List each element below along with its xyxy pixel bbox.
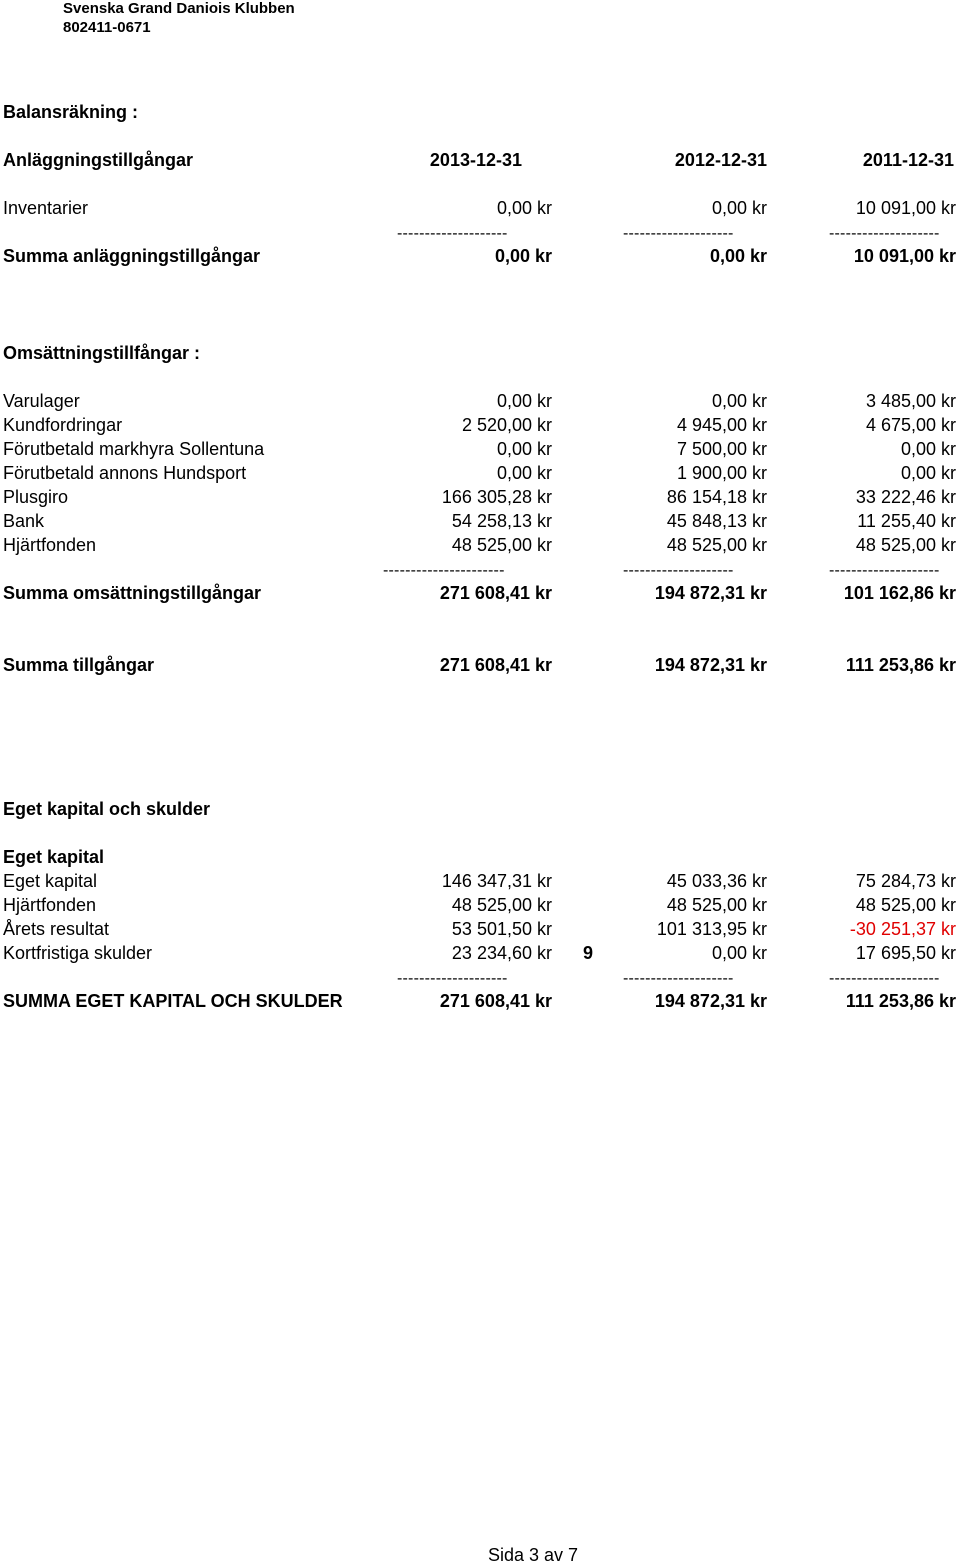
row-label: Hjärtfonden: [3, 895, 97, 915]
section-heading-equity-liabilities: Eget kapital och skulder: [3, 799, 211, 819]
row-label: Bank: [3, 511, 45, 531]
row-value-2013: 23 234,60 kr: [451, 943, 552, 963]
row-value-2011: 33 222,46 kr: [855, 487, 956, 507]
row-value-2011: 17 695,50 kr: [855, 943, 956, 963]
column-header-2012: 2012-12-31: [674, 150, 767, 170]
row-value-2012: 7 500,00 kr: [676, 439, 767, 459]
total-label-fixed-assets: Summa anläggningstillgångar: [3, 246, 261, 266]
row-value-2012: 4 945,00 kr: [676, 415, 767, 435]
total-value-2011: 111 253,86 kr: [845, 655, 956, 675]
row-label: Kortfristiga skulder: [3, 943, 153, 963]
row-value-2013: 0,00 kr: [496, 439, 552, 459]
total-value-2011: 10 091,00 kr: [853, 246, 956, 266]
row-value-2013: 48 525,00 kr: [451, 535, 552, 555]
total-label-current-assets: Summa omsättningstillgångar: [3, 583, 262, 603]
row-value-2012: 0,00 kr: [711, 391, 767, 411]
page-title: Balansräkning :: [3, 102, 139, 122]
row-value-2012: 45 033,36 kr: [666, 871, 767, 891]
row-value-2013: 0,00 kr: [496, 198, 552, 218]
separator-line: --------------------: [623, 562, 734, 579]
column-header-2013: 2013-12-31: [429, 150, 522, 170]
subheading-equity: Eget kapital: [3, 847, 105, 867]
row-value-2012: 86 154,18 kr: [666, 487, 767, 507]
row-value-2013: 48 525,00 kr: [451, 895, 552, 915]
section-heading-current-assets: Omsättningstillfångar :: [3, 343, 201, 363]
row-value-2013: 166 305,28 kr: [441, 487, 552, 507]
row-value-2013: 53 501,50 kr: [451, 919, 552, 939]
row-value-2013: 146 347,31 kr: [441, 871, 552, 891]
total-value-2012: 0,00 kr: [709, 246, 767, 266]
total-value-2011: 101 162,86 kr: [843, 583, 956, 603]
total-value-2013: 271 608,41 kr: [439, 991, 552, 1011]
row-value-2012: 48 525,00 kr: [666, 895, 767, 915]
separator-line: --------------------: [829, 562, 940, 579]
separator-line: --------------------: [829, 970, 940, 987]
row-value-2013: 0,00 kr: [496, 391, 552, 411]
row-label: Varulager: [3, 391, 80, 411]
row-value-2013: 2 520,00 kr: [461, 415, 552, 435]
separator-line: --------------------: [623, 970, 734, 987]
row-value-2012: 48 525,00 kr: [666, 535, 767, 555]
row-label: Plusgiro: [3, 487, 69, 507]
total-value-2011: 111 253,86 kr: [845, 991, 956, 1011]
separator-line: --------------------: [829, 225, 940, 242]
total-label-assets: Summa tillgångar: [3, 655, 155, 675]
row-label: Kundfordringar: [3, 415, 123, 435]
row-value-2011: 75 284,73 kr: [855, 871, 956, 891]
row-value-2011-negative: -30 251,37 kr: [849, 919, 956, 939]
row-label: Hjärtfonden: [3, 535, 97, 555]
row-label: Årets resultat: [3, 919, 110, 939]
row-value-2012: 45 848,13 kr: [666, 511, 767, 531]
row-label: Förutbetald annons Hundsport: [3, 463, 247, 483]
row-value-2011: 48 525,00 kr: [855, 535, 956, 555]
separator-line: ----------------------: [383, 562, 505, 579]
separator-line: --------------------: [397, 970, 508, 987]
row-value-2011: 4 675,00 kr: [865, 415, 956, 435]
column-header-2011: 2011-12-31: [862, 150, 954, 170]
section-heading-fixed-assets: Anläggningstillgångar: [3, 150, 194, 170]
org-number: 802411-0671: [63, 19, 151, 36]
separator-line: --------------------: [397, 225, 508, 242]
total-value-2012: 194 872,31 kr: [654, 655, 767, 675]
total-value-2013: 271 608,41 kr: [439, 655, 552, 675]
row-value-2011: 11 255,40 kr: [857, 511, 956, 531]
row-value-2012: 101 313,95 kr: [656, 919, 767, 939]
row-value-2013: 0,00 kr: [496, 463, 552, 483]
row-value-2011: 0,00 kr: [900, 439, 956, 459]
row-value-2012: 0,00 kr: [711, 943, 767, 963]
row-label: Förutbetald markhyra Sollentuna: [3, 439, 265, 459]
total-value-2012: 194 872,31 kr: [654, 991, 767, 1011]
total-value-2013: 0,00 kr: [494, 246, 552, 266]
separator-line: --------------------: [623, 225, 734, 242]
row-value-2013: 54 258,13 kr: [451, 511, 552, 531]
row-value-2012: 1 900,00 kr: [676, 463, 767, 483]
row-value-2011: 0,00 kr: [900, 463, 956, 483]
note-reference: 9: [583, 943, 594, 963]
org-name: Svenska Grand Daniois Klubben: [63, 0, 295, 17]
total-label-equity-liabilities: SUMMA EGET KAPITAL OCH SKULDER: [3, 991, 343, 1011]
page-number: Sida 3 av 7: [488, 1545, 579, 1565]
row-value-2011: 10 091,00 kr: [855, 198, 956, 218]
row-value-2011: 48 525,00 kr: [855, 895, 956, 915]
total-value-2012: 194 872,31 kr: [654, 583, 767, 603]
row-label: Inventarier: [3, 198, 89, 218]
row-label: Eget kapital: [3, 871, 98, 891]
row-value-2011: 3 485,00 kr: [865, 391, 956, 411]
row-value-2012: 0,00 kr: [711, 198, 767, 218]
total-value-2013: 271 608,41 kr: [439, 583, 552, 603]
